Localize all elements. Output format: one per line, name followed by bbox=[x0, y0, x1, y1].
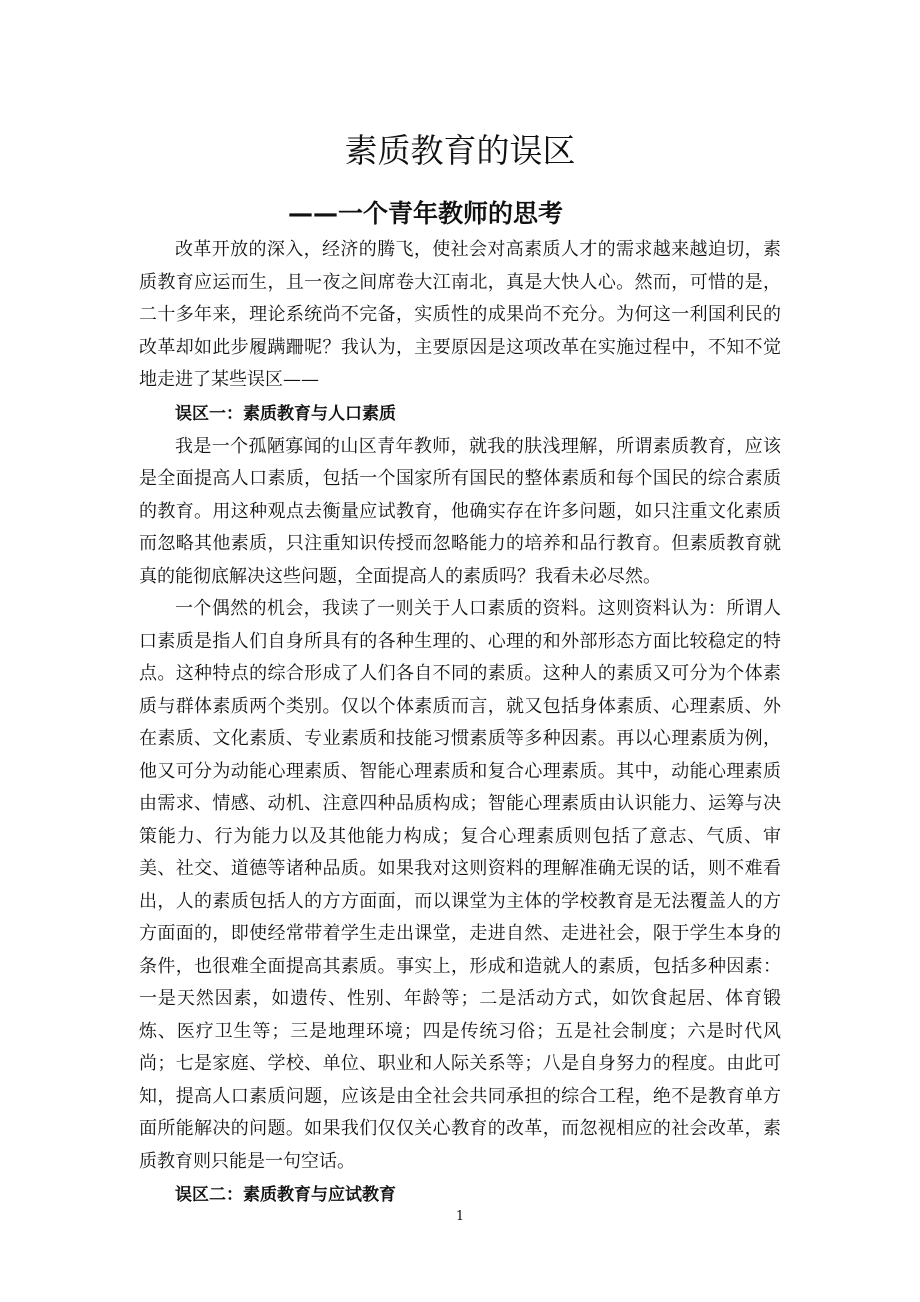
document-subtitle: ——一个青年教师的思考 bbox=[288, 199, 564, 228]
section-heading-2: 误区二：素质教育与应试教育 bbox=[175, 1185, 396, 1205]
section1-paragraph-1: 我是一个孤陋寡闻的山区青年教师，就我的肤浅理解，所谓素质教育，应该是全面提高人口素质，包括一个国家所有国民的整体素质和每个国民的综合素质的教育。用这种观点去衡量应试教育，他确实存在许多问题，如只注重文化素质而忽略其他素质，只注重知识传授而忽略能力的培养和品行教育。但素质教育就真的能彻底解决这些问题，全面提高人的素质吗？我看未必尽然。 bbox=[139, 435, 781, 587]
section-heading-1: 误区一：素质教育与人口素质 bbox=[175, 403, 396, 424]
intro-paragraph: 改革开放的深入，经济的腾飞，使社会对高素质人才的需求越来越迫切，素质教育应运而生，且一夜之间席卷大江南北，真是大快人心。然而，可惜的是，二十多年来，理论系统尚不完备，实质性的成果尚不充分。为何这一利国利民的改革却如此步履蹒跚呢？我认为，主要原因是这项改革在实施过程中，不知不觉地走进了某些误区—— bbox=[139, 239, 781, 390]
document-body bbox=[139, 234, 781, 1212]
section1-paragraph-2: 一个偶然的机会，我读了一则关于人口素质的资料。这则资料认为：所谓人口素质是指人们自身所具有的各种生理的、心理的和外部形态方面比较稳定的特点。这种特点的综合形成了人们各自不同的素质。这种人的素质又可分为个体素质与群体素质两个类别。仅以个体素质而言，就又包括身体素质、心理素质、外在素质、文化素质、专业素质和技能习惯素质等多种因素。再以心理素质为例，他又可分为动能心理素质、智能心理素质和复合心理素质。其中，动能心理素质由需求、情感、动机、注意四种品质构成；智能心理素质由认识能力、运筹与决策能力、行为能力以及其他能力构成；复合心理素质则包括了意志、气质、审美、社交、道德等诸种品质。如果我对这则资料的理解准确无误的话，则不难看出，人的素质包括人的方方面面，而以课堂为主体的学校教育是无法覆盖人的方方面面的，即使经常带着学生走出课堂，走进自然、走进社会，限于学生本身的条件，也很难全面提高其素质。事实上，形成和造就人的素质，包括多种因素：一是天然因素，如遗传、性别、年龄等；二是活动方式，如饮食起居、体育锻炼、医疗卫生等；三是地理环境；四是传统习俗；五是社会制度；六是时代风尚；七是家庭、学校、单位、职业和人际关系等；八是自身努力的程度。由此可知，提高人口素质问题，应该是由全社会共同承担的综合工程，绝不是教育单方面所能解决的问题。如果我们仅仅关心教育的改革，而忽视相应的社会改革，素质教育则只能是一句空话。 bbox=[139, 598, 781, 1172]
page-number: 1 bbox=[455, 1209, 465, 1224]
document-title: 素质教育的误区 bbox=[344, 131, 576, 170]
